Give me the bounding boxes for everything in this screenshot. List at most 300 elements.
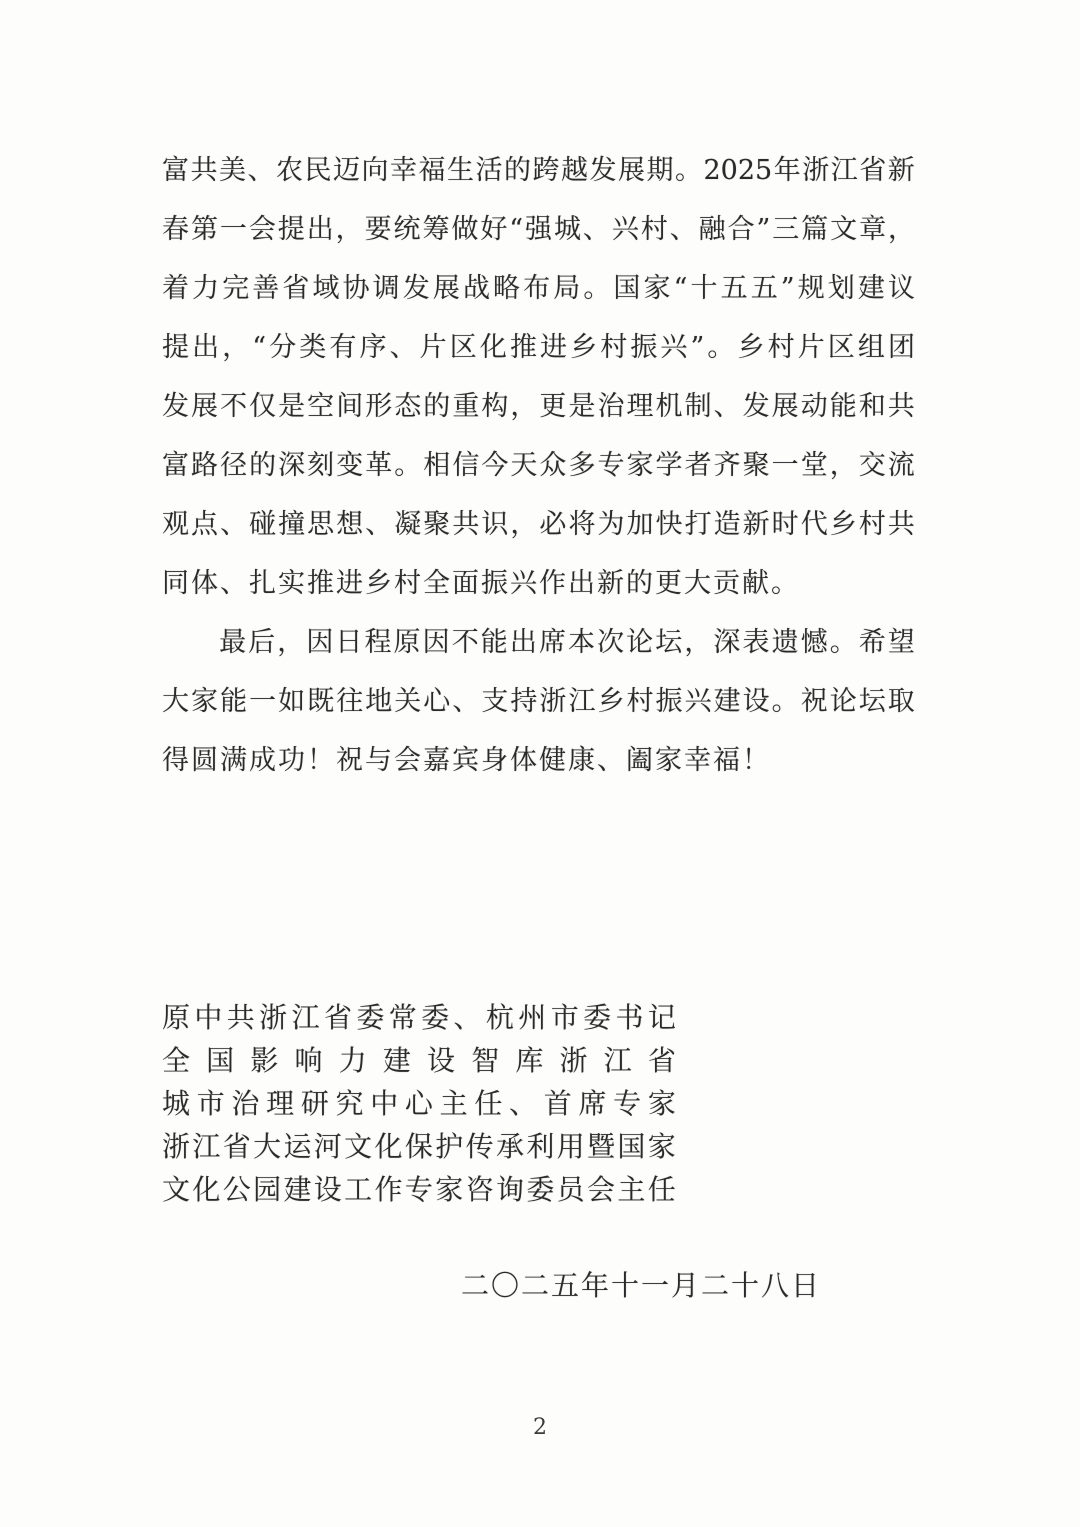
glyph: 城 bbox=[162, 1087, 191, 1120]
glyph: 篇 bbox=[801, 214, 829, 245]
glyph: 聚 bbox=[742, 450, 770, 481]
glyph: 坛 bbox=[655, 627, 683, 658]
glyph: 新 bbox=[742, 509, 770, 540]
glyph: ， bbox=[829, 450, 857, 481]
glyph: 制 bbox=[684, 391, 712, 422]
glyph: 要 bbox=[364, 214, 392, 245]
glyph: 省 bbox=[282, 273, 310, 304]
glyph: 地 bbox=[365, 686, 393, 717]
glyph: 代 bbox=[800, 509, 828, 540]
glyph: 间 bbox=[336, 391, 364, 422]
glyph: ， bbox=[510, 509, 538, 540]
glyph: ， bbox=[277, 627, 305, 658]
glyph: 主 bbox=[439, 1087, 468, 1120]
glyph: 五 bbox=[720, 273, 748, 304]
glyph: 的 bbox=[423, 391, 451, 422]
glyph: 、 bbox=[453, 1001, 482, 1034]
glyph: 活 bbox=[475, 155, 503, 186]
glyph: 路 bbox=[191, 450, 219, 481]
glyph: 径 bbox=[220, 450, 248, 481]
glyph: 记 bbox=[647, 1001, 676, 1034]
glyph: 的 bbox=[504, 155, 531, 186]
glyph: 关 bbox=[394, 686, 422, 717]
glyph: 着 bbox=[162, 273, 189, 304]
glyph: 江 bbox=[192, 1130, 221, 1163]
glyph: 支 bbox=[481, 686, 509, 717]
glyph: 化 bbox=[479, 332, 507, 363]
glyph: 新 bbox=[887, 155, 915, 186]
glyph: 。 bbox=[829, 627, 857, 658]
glyph: 因 bbox=[422, 627, 450, 658]
glyph: ， bbox=[335, 214, 363, 245]
glyph: 分 bbox=[269, 332, 297, 363]
glyph: 常 bbox=[388, 1001, 417, 1034]
glyph: 村 bbox=[640, 214, 668, 245]
glyph: 更 bbox=[539, 391, 567, 422]
glyph: 想 bbox=[336, 509, 364, 540]
glyph: 员 bbox=[556, 1173, 585, 1206]
glyph: 形 bbox=[365, 391, 393, 422]
glyph: 兴 bbox=[684, 686, 712, 717]
glyph: 十 bbox=[690, 273, 718, 304]
glyph: ， bbox=[888, 214, 915, 245]
glyph: 程 bbox=[364, 627, 392, 658]
glyph: 片 bbox=[797, 332, 825, 363]
glyph: 建 bbox=[857, 273, 885, 304]
glyph: 向 bbox=[361, 155, 389, 186]
glyph: 迈 bbox=[333, 155, 360, 186]
glyph: 筹 bbox=[422, 214, 450, 245]
glyph: 战 bbox=[462, 273, 490, 304]
glyph: 和 bbox=[858, 391, 886, 422]
glyph: 浙 bbox=[539, 686, 567, 717]
glyph: 响 bbox=[294, 1044, 323, 1077]
glyph: 共 bbox=[887, 391, 915, 422]
glyph: 区 bbox=[449, 332, 477, 363]
glyph: 展 bbox=[771, 391, 799, 422]
glyph: 振 bbox=[655, 686, 683, 717]
glyph: 浙 bbox=[162, 1130, 191, 1163]
glyph: “ bbox=[252, 332, 267, 363]
glyph: 原 bbox=[162, 1001, 191, 1034]
glyph: 流 bbox=[887, 450, 915, 481]
glyph: 能 bbox=[220, 686, 248, 717]
glyph: 碰 bbox=[249, 509, 277, 540]
glyph: 凝 bbox=[394, 509, 422, 540]
glyph: 造 bbox=[713, 509, 741, 540]
glyph: 村 bbox=[767, 332, 795, 363]
glyph: 聚 bbox=[423, 509, 451, 540]
glyph: 出 bbox=[306, 214, 334, 245]
glyph: 委 bbox=[526, 1173, 555, 1206]
glyph: 幸 bbox=[390, 155, 417, 186]
glyph: 革 bbox=[365, 450, 393, 481]
glyph: 出 bbox=[192, 332, 220, 363]
glyph: 研 bbox=[300, 1087, 329, 1120]
glyph: 家 bbox=[435, 1173, 464, 1206]
glyph: 做 bbox=[451, 214, 479, 245]
glyph: 兴 bbox=[660, 332, 688, 363]
glyph: 为 bbox=[597, 509, 625, 540]
glyph: ” bbox=[780, 273, 795, 304]
glyph: 最 bbox=[219, 627, 247, 658]
glyph: 识 bbox=[481, 509, 509, 540]
glyph: 建 bbox=[382, 1044, 411, 1077]
glyph: 局 bbox=[553, 273, 581, 304]
glyph: ” bbox=[690, 332, 705, 363]
glyph: 中 bbox=[370, 1087, 399, 1120]
signature-line bbox=[162, 1082, 676, 1125]
glyph: 章 bbox=[859, 214, 887, 245]
glyph: 众 bbox=[539, 450, 567, 481]
glyph: 库 bbox=[515, 1044, 544, 1077]
glyph: 的 bbox=[249, 450, 277, 481]
glyph: 、 bbox=[452, 686, 480, 717]
glyph: 委 bbox=[356, 1001, 385, 1034]
glyph: 全 bbox=[162, 1044, 191, 1077]
glyph: 发 bbox=[402, 273, 430, 304]
glyph: 询 bbox=[495, 1173, 524, 1206]
signature-line bbox=[162, 1125, 676, 1168]
glyph: 委 bbox=[421, 1001, 450, 1034]
glyph: 乡 bbox=[829, 509, 857, 540]
glyph: 必 bbox=[539, 509, 567, 540]
glyph: 好 bbox=[480, 214, 508, 245]
glyph: 既 bbox=[307, 686, 335, 717]
glyph: ” bbox=[756, 214, 771, 245]
glyph: 是 bbox=[568, 391, 596, 422]
glyph: 河 bbox=[313, 1130, 342, 1163]
glyph: 杭 bbox=[485, 1001, 514, 1034]
glyph: 次 bbox=[597, 627, 625, 658]
glyph: 进 bbox=[540, 332, 568, 363]
glyph: 展 bbox=[432, 273, 460, 304]
glyph: 观 bbox=[162, 509, 189, 540]
glyph: ， bbox=[222, 332, 250, 363]
glyph: 往 bbox=[336, 686, 364, 717]
glyph: 年 bbox=[773, 155, 801, 186]
glyph: 越 bbox=[561, 155, 588, 186]
glyph: 发 bbox=[162, 391, 189, 422]
glyph: 机 bbox=[655, 391, 683, 422]
glyph: 原 bbox=[393, 627, 421, 658]
glyph: 。 bbox=[394, 450, 422, 481]
body-text-line bbox=[162, 259, 915, 318]
glyph: 家 bbox=[647, 1130, 676, 1163]
glyph: 席 bbox=[538, 627, 566, 658]
glyph: 点 bbox=[191, 509, 219, 540]
glyph: 深 bbox=[278, 450, 306, 481]
glyph: 动 bbox=[800, 391, 828, 422]
glyph: 家 bbox=[626, 450, 654, 481]
glyph: 治 bbox=[597, 391, 625, 422]
glyph: 护 bbox=[435, 1130, 464, 1163]
glyph: 展 bbox=[191, 391, 219, 422]
glyph: 主 bbox=[617, 1173, 646, 1206]
glyph: 刻 bbox=[307, 450, 335, 481]
glyph: 齐 bbox=[713, 450, 741, 481]
body-text-line: 得圆满成功！祝与会嘉宾身体健康、阖家幸福！ bbox=[162, 745, 771, 776]
glyph: 建 bbox=[713, 686, 741, 717]
glyph: 协 bbox=[342, 273, 370, 304]
glyph: 发 bbox=[589, 155, 617, 186]
glyph: 浙 bbox=[802, 155, 830, 186]
glyph: 市 bbox=[550, 1001, 579, 1034]
glyph: 园 bbox=[253, 1173, 282, 1206]
glyph: 打 bbox=[684, 509, 712, 540]
glyph: 五 bbox=[750, 273, 778, 304]
glyph: 咨 bbox=[465, 1173, 494, 1206]
glyph: 专 bbox=[597, 450, 625, 481]
glyph: 工 bbox=[344, 1173, 373, 1206]
glyph: 共 bbox=[190, 155, 218, 186]
glyph: 交 bbox=[858, 450, 886, 481]
glyph: 乡 bbox=[737, 332, 765, 363]
glyph: 取 bbox=[887, 686, 915, 717]
glyph: 任 bbox=[474, 1087, 503, 1120]
glyph: 团 bbox=[887, 332, 915, 363]
glyph: 。 bbox=[675, 155, 702, 186]
glyph: 、 bbox=[509, 1087, 538, 1120]
glyph: 运 bbox=[283, 1130, 312, 1163]
glyph: 春 bbox=[162, 214, 189, 245]
glyph: 省 bbox=[222, 1130, 251, 1163]
glyph: 表 bbox=[742, 627, 770, 658]
body-text-line: 同体、扎实推进乡村全面振兴作出新的更大贡献。 bbox=[162, 568, 800, 599]
body-text-line bbox=[162, 495, 915, 554]
glyph: 力 bbox=[338, 1044, 367, 1077]
glyph: 。 bbox=[771, 686, 799, 717]
glyph: 希 bbox=[858, 627, 886, 658]
glyph: 智 bbox=[471, 1044, 500, 1077]
body-text-line bbox=[162, 318, 915, 377]
glyph: 时 bbox=[771, 509, 799, 540]
glyph: 、 bbox=[669, 214, 697, 245]
glyph: 强 bbox=[525, 214, 552, 245]
glyph: 市 bbox=[196, 1087, 225, 1120]
glyph: 深 bbox=[713, 627, 741, 658]
glyph: 村 bbox=[600, 332, 628, 363]
signature-line bbox=[162, 1168, 676, 1211]
glyph: 坛 bbox=[858, 686, 886, 717]
glyph: 调 bbox=[372, 273, 400, 304]
glyph: 域 bbox=[312, 273, 340, 304]
glyph: 略 bbox=[493, 273, 521, 304]
glyph: 有 bbox=[329, 332, 357, 363]
glyph: 江 bbox=[603, 1044, 632, 1077]
glyph: 农 bbox=[276, 155, 303, 186]
glyph: 信 bbox=[452, 450, 480, 481]
glyph: 展 bbox=[618, 155, 645, 186]
glyph: 设 bbox=[427, 1044, 456, 1077]
glyph: 期 bbox=[646, 155, 674, 186]
glyph: 国 bbox=[617, 1130, 646, 1163]
glyph: 、 bbox=[247, 155, 275, 186]
glyph: 设 bbox=[742, 686, 770, 717]
glyph: 省 bbox=[323, 1001, 352, 1034]
glyph: 多 bbox=[568, 450, 596, 481]
glyph: 遗 bbox=[771, 627, 799, 658]
glyph: 变 bbox=[336, 450, 364, 481]
glyph: 构 bbox=[481, 391, 509, 422]
glyph: 、 bbox=[582, 214, 610, 245]
glyph: 江 bbox=[291, 1001, 320, 1034]
glyph: 提 bbox=[277, 214, 305, 245]
glyph: 区 bbox=[827, 332, 855, 363]
glyph: 学 bbox=[655, 450, 683, 481]
glyph: 一 bbox=[249, 686, 277, 717]
glyph: 村 bbox=[626, 686, 654, 717]
glyph: 美 bbox=[219, 155, 246, 186]
body-text-line bbox=[162, 377, 915, 436]
glyph: 一 bbox=[219, 214, 247, 245]
glyph: 省 bbox=[859, 155, 887, 186]
glyph: 憾 bbox=[800, 627, 828, 658]
date-line: 二〇二五年十一月二十八日 bbox=[460, 1269, 821, 1302]
glyph: 富 bbox=[162, 450, 189, 481]
glyph: 堂 bbox=[800, 450, 828, 481]
glyph: 天 bbox=[510, 450, 538, 481]
glyph: 村 bbox=[858, 509, 886, 540]
body-text-line bbox=[162, 613, 915, 672]
glyph: 提 bbox=[162, 332, 189, 363]
glyph: 建 bbox=[283, 1173, 312, 1206]
glyph: 共 bbox=[452, 509, 480, 540]
glyph: ， bbox=[510, 391, 538, 422]
glyph: 合 bbox=[727, 214, 755, 245]
glyph: 理 bbox=[266, 1087, 295, 1120]
glyph: 大 bbox=[253, 1130, 282, 1163]
glyph: 江 bbox=[568, 686, 596, 717]
glyph: 。 bbox=[707, 332, 735, 363]
glyph: 文 bbox=[830, 214, 858, 245]
glyph: 融 bbox=[698, 214, 726, 245]
glyph: 能 bbox=[829, 391, 857, 422]
glyph: 一 bbox=[771, 450, 799, 481]
glyph: 祝 bbox=[800, 686, 828, 717]
glyph: 承 bbox=[495, 1130, 524, 1163]
glyph: 布 bbox=[523, 273, 551, 304]
glyph: 文 bbox=[344, 1130, 373, 1163]
glyph: 专 bbox=[613, 1087, 642, 1120]
body-text-line bbox=[162, 436, 915, 495]
glyph: 利 bbox=[526, 1130, 555, 1163]
glyph: 不 bbox=[220, 391, 248, 422]
glyph: 家 bbox=[191, 686, 219, 717]
glyph: 国 bbox=[613, 273, 641, 304]
glyph: 文 bbox=[162, 1173, 191, 1206]
glyph: 理 bbox=[626, 391, 654, 422]
glyph: 2025 bbox=[703, 155, 773, 186]
glyph: 规 bbox=[797, 273, 825, 304]
glyph: 设 bbox=[313, 1173, 342, 1206]
glyph: 化 bbox=[374, 1130, 403, 1163]
glyph: 力 bbox=[192, 273, 220, 304]
glyph: 会 bbox=[248, 214, 276, 245]
glyph: 浙 bbox=[259, 1001, 288, 1034]
glyph: 、 bbox=[365, 509, 393, 540]
glyph: 暨 bbox=[587, 1130, 616, 1163]
glyph: 城 bbox=[553, 214, 581, 245]
glyph: 家 bbox=[643, 273, 671, 304]
glyph: “ bbox=[509, 214, 524, 245]
glyph: 。 bbox=[583, 273, 611, 304]
glyph: 民 bbox=[304, 155, 332, 186]
glyph: 公 bbox=[222, 1173, 251, 1206]
glyph: 家 bbox=[647, 1087, 676, 1120]
glyph: 共 bbox=[226, 1001, 255, 1034]
glyph: 因 bbox=[306, 627, 334, 658]
glyph: 化 bbox=[192, 1173, 221, 1206]
body-text-line bbox=[162, 141, 915, 200]
glyph: 思 bbox=[307, 509, 335, 540]
glyph: 中 bbox=[194, 1001, 223, 1034]
glyph: 究 bbox=[335, 1087, 364, 1120]
glyph: 统 bbox=[393, 214, 421, 245]
glyph: 首 bbox=[543, 1087, 572, 1120]
glyph: 浙 bbox=[559, 1044, 588, 1077]
glyph: 论 bbox=[626, 627, 654, 658]
glyph: “ bbox=[673, 273, 688, 304]
glyph: 福 bbox=[418, 155, 446, 186]
glyph: 州 bbox=[518, 1001, 547, 1034]
page-number: 2 bbox=[533, 1415, 547, 1440]
glyph: 保 bbox=[404, 1130, 433, 1163]
glyph: 态 bbox=[394, 391, 422, 422]
glyph: 兴 bbox=[611, 214, 639, 245]
glyph: 共 bbox=[887, 509, 915, 540]
glyph: 、 bbox=[220, 509, 248, 540]
glyph: 乡 bbox=[570, 332, 598, 363]
glyph: 持 bbox=[510, 686, 538, 717]
signature-line bbox=[162, 1039, 676, 1082]
body-text-line bbox=[162, 672, 915, 731]
glyph: 组 bbox=[857, 332, 885, 363]
glyph: 日 bbox=[335, 627, 363, 658]
glyph: 本 bbox=[568, 627, 596, 658]
glyph: 论 bbox=[829, 686, 857, 717]
glyph: 望 bbox=[887, 627, 915, 658]
glyph: 推 bbox=[509, 332, 537, 363]
glyph: 今 bbox=[481, 450, 509, 481]
glyph: 会 bbox=[587, 1173, 616, 1206]
glyph: 划 bbox=[827, 273, 855, 304]
glyph: 片 bbox=[419, 332, 447, 363]
glyph: 江 bbox=[830, 155, 858, 186]
glyph: 序 bbox=[359, 332, 387, 363]
glyph: 作 bbox=[374, 1173, 403, 1206]
glyph: 将 bbox=[568, 509, 596, 540]
glyph: 国 bbox=[206, 1044, 235, 1077]
glyph: 者 bbox=[684, 450, 712, 481]
glyph: 空 bbox=[307, 391, 335, 422]
glyph: 如 bbox=[278, 686, 306, 717]
glyph: 加 bbox=[626, 509, 654, 540]
glyph: 心 bbox=[423, 686, 451, 717]
glyph: 乡 bbox=[597, 686, 625, 717]
glyph: 是 bbox=[278, 391, 306, 422]
glyph: 仅 bbox=[249, 391, 277, 422]
glyph: 影 bbox=[250, 1044, 279, 1077]
glyph: 善 bbox=[252, 273, 280, 304]
glyph: 专 bbox=[404, 1173, 433, 1206]
body-text-line bbox=[162, 200, 915, 259]
glyph: 席 bbox=[578, 1087, 607, 1120]
glyph: 书 bbox=[615, 1001, 644, 1034]
signature-block bbox=[162, 996, 676, 1211]
glyph: 相 bbox=[423, 450, 451, 481]
glyph: 跨 bbox=[532, 155, 560, 186]
